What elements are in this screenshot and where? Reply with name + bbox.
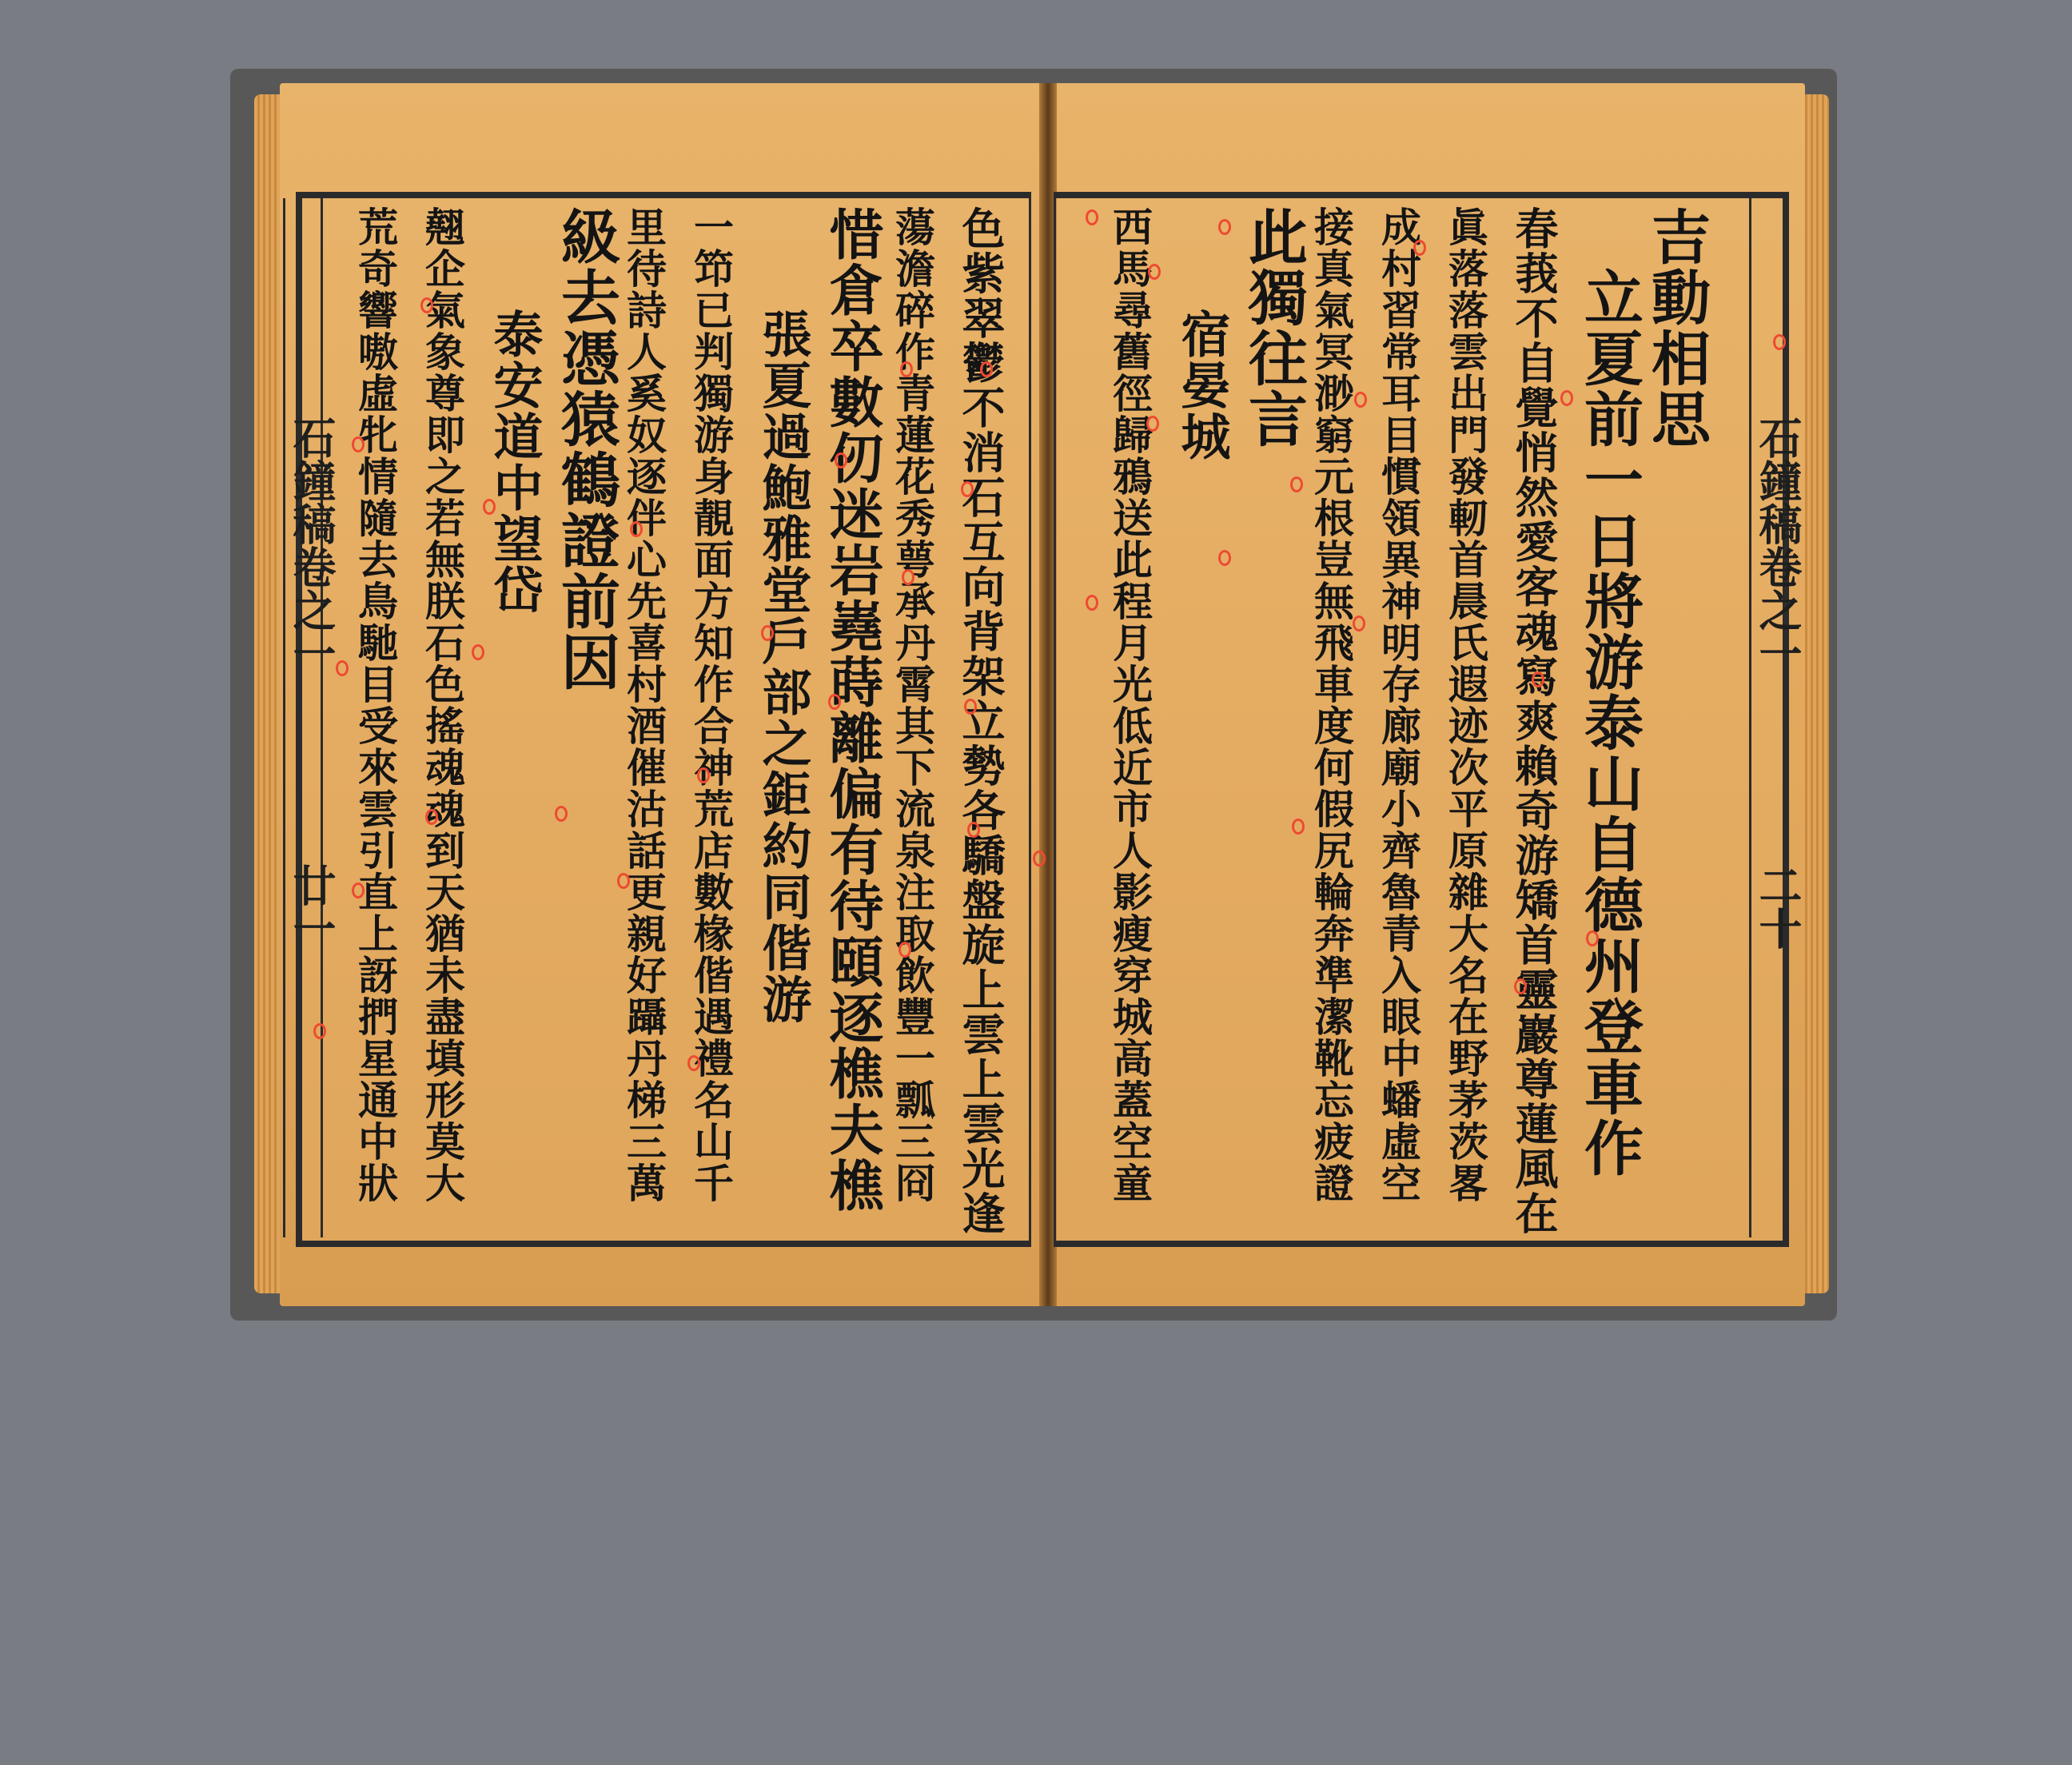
text-column: 宿晏城 <box>1173 206 1231 462</box>
text-column: 接真氣冥渺窮元根豈無飛車度何假尻輪奔準潔靴忘疲證 <box>1308 206 1355 1204</box>
text-column: 成村習常耳目慣領異神明存廊廟小齊魯青入眼中蟠虛空 <box>1375 206 1422 1204</box>
punctuation-circle <box>1413 240 1426 256</box>
text-column: 眞落落雲出門發軔首晨氏遐迹次平原雜大名在野茅茨畧 <box>1442 206 1489 1204</box>
punctuation-circle <box>1086 595 1098 611</box>
punctuation-circle <box>1514 978 1527 994</box>
punctuation-circle <box>1292 819 1305 835</box>
punctuation-circle <box>420 297 433 313</box>
punctuation-circle <box>1773 334 1786 350</box>
punctuation-circle <box>961 481 974 497</box>
punctuation-circle <box>687 1055 700 1071</box>
punctuation-circle <box>1353 616 1365 631</box>
text-column: 此獨往言 <box>1239 206 1308 449</box>
text-column: 張夏過鮑雅堂戶部之鉅約同偕游 <box>754 206 812 1025</box>
punctuation-circle <box>1560 390 1573 406</box>
text-column: 春莪不自覺悄然愛客魂寫爽賴奇游矯首靈巖尊蓮風在 <box>1508 206 1560 1236</box>
page-edge-left <box>254 94 280 1293</box>
text-column: 西馬尋舊徑歸鴉送此程月光低近市人影瘦穿城高蓋空童 <box>1106 206 1154 1204</box>
punctuation-circle <box>1218 550 1231 566</box>
text-column: 翹企氣象尊即之若無朕石色搖魂魂到天猶未盡填形莫大 <box>419 206 466 1204</box>
punctuation-circle <box>1354 392 1367 408</box>
punctuation-circle <box>1148 264 1161 280</box>
punctuation-circle <box>483 499 496 515</box>
punctuation-circle <box>617 873 630 889</box>
punctuation-circle <box>697 767 710 783</box>
punctuation-circle <box>352 436 365 452</box>
text-column: 一笻已判獨游身靚面方知作合神荒店數椽偕遇禮名山千 <box>687 206 735 1204</box>
punctuation-circle <box>630 521 643 537</box>
text-column: 荒奇響嗷虛牝情隨去鳥馳目受來雲引直上訝捫星通中狀 <box>352 206 399 1204</box>
punctuation-circle <box>336 660 349 676</box>
punctuation-circle <box>902 569 914 585</box>
text-column: 泰安道中望岱 <box>485 206 544 616</box>
punctuation-circle <box>425 809 438 825</box>
right-fold-strip <box>1749 198 1789 1237</box>
punctuation-circle <box>1146 416 1159 432</box>
left-page-number: 廿一 <box>286 863 337 950</box>
right-fold-title: 石鐘稿卷之一 <box>1752 416 1803 675</box>
punctuation-circle <box>900 361 913 377</box>
punctuation-circle <box>1586 930 1599 946</box>
right-page-number: 二十 <box>1752 863 1803 950</box>
punctuation-circle <box>352 882 365 898</box>
punctuation-circle <box>835 452 847 468</box>
text-column: 色紫翠鬱不消石互向背架立勢各驕盤旋上雲上雲光逢 <box>955 206 1006 1236</box>
text-column: 惜倉卒數仞迷岩嶤蒔離偏有待頤逐樵夫樵 <box>820 206 884 1213</box>
punctuation-circle <box>980 361 993 377</box>
text-column: 蕩澹碎作青蓮花秀萼承丹霄其下流泉注取飲豐一瓢三冏 <box>889 206 936 1204</box>
punctuation-circle <box>1086 209 1098 225</box>
text-column: 吉動相思 <box>1642 206 1711 449</box>
punctuation-circle <box>964 699 977 715</box>
punctuation-circle <box>1290 476 1303 492</box>
punctuation-circle <box>1532 671 1544 687</box>
punctuation-circle <box>828 694 841 710</box>
page-edge-right <box>1805 94 1829 1293</box>
punctuation-circle <box>899 942 911 958</box>
text-column: 級去憑猿鶴證前因 <box>552 206 620 692</box>
punctuation-circle <box>967 822 980 838</box>
punctuation-circle <box>761 625 774 641</box>
text-column: 里待詩人奚奴逐伴心先喜村酒催沽話更親好躡丹梯三萬 <box>620 206 667 1204</box>
punctuation-circle <box>1033 851 1046 867</box>
left-fold-title: 石鐘稿卷之一 <box>286 416 337 675</box>
punctuation-circle <box>472 644 484 660</box>
punctuation-circle <box>555 806 568 822</box>
text-column: 立夏前一日將游泰山自德州登車作 <box>1575 206 1644 1178</box>
punctuation-circle <box>1218 219 1231 235</box>
